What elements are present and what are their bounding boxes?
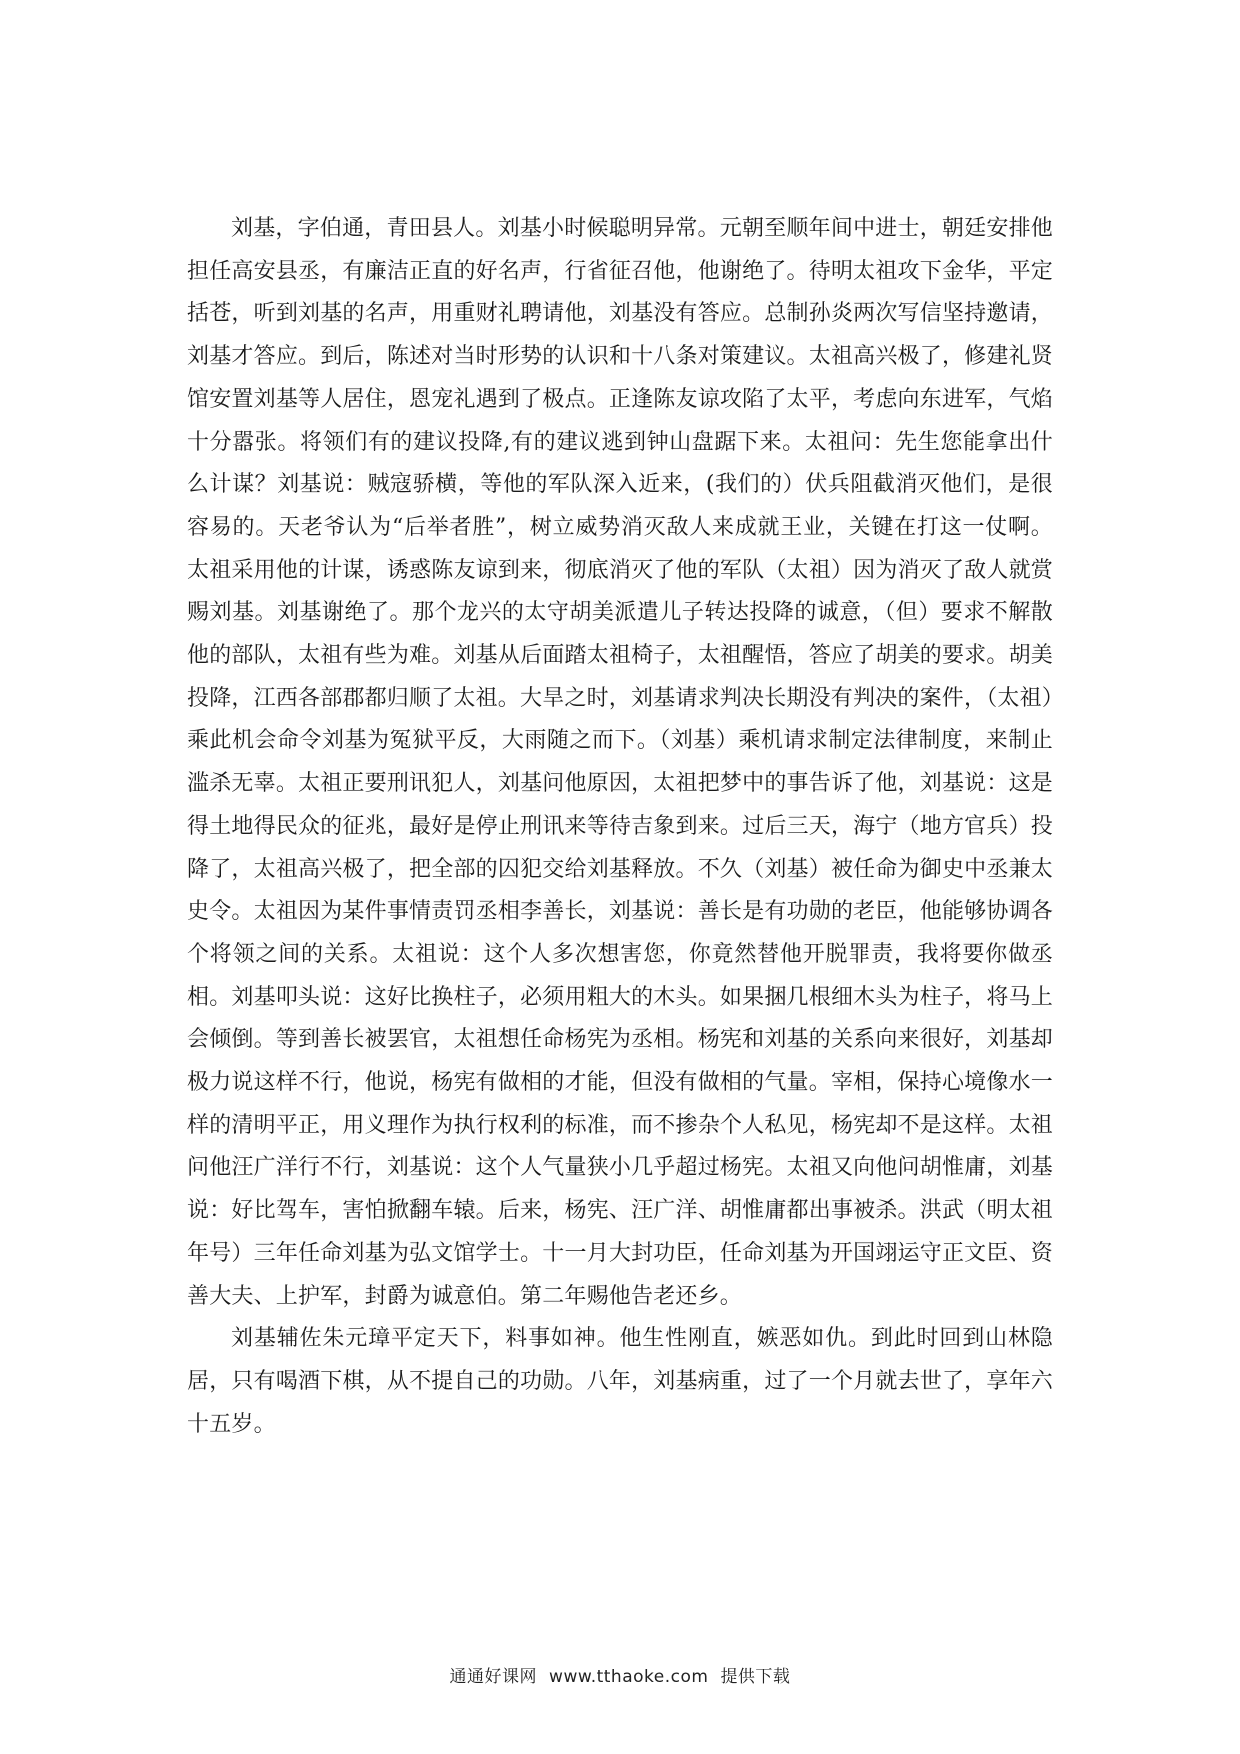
footer-url-link[interactable]: www.tthaoke.com	[549, 1667, 709, 1687]
footer-download-text: 提供下载	[720, 1667, 791, 1687]
footer-site-name: 通通好课网	[449, 1667, 538, 1687]
document-body	[187, 208, 1053, 1446]
paragraph-biography: 刘基，字伯通，青田县人。刘基小时候聪明异常。元朝至顺年间中进士，朝廷安排他担任高安县丞，有廉洁正直的好名声，行省征召他，他谢绝了。待明太祖攻下金华，平定括苍，听到刘基的名声，用重财礼聘请他，刘基没有答应。总制孙炎两次写信坚持邀请，刘基才答应。到后，陈述对当时形势的认识和十八条对策建议。太祖高兴极了，修建礼贤馆安置刘基等人居住，恩宠礼遇到了极点。正逢陈友谅攻陷了太平，考虑向东进军，气焰十分嚣张。将领们有的建议投降,有的建议逃到钟山盘踞下来。太祖问：先生您能拿出什么计谋？刘基说：贼寇骄横，等他的军队深入近来，(我们的）伏兵阻截消灭他们，是很容易的。天老爷认为“后举者胜”，树立威势消灭敌人来成就王业，关键在打这一仗啊。太祖采用他的计谋，诱惑陈友谅到来，彻底消灭了他的军队（太祖）因为消灭了敌人就赏赐刘基。刘基谢绝了。那个龙兴的太守胡美派遣儿子转达投降的诚意，（但）要求不解散他的部队，太祖有些为难。刘基从后面踏太祖椅子，太祖醒悟，答应了胡美的要求。胡美投降，江西各部郡都归顺了太祖。大旱之时，刘基请求判决长期没有判决的案件，（太祖）乘此机会命令刘基为冤狱平反，大雨随之而下。（刘基）乘机请求制定法律制度，来制止滥杀无辜。太祖正要刑讯犯人，刘基问他原因，太祖把梦中的事告诉了他，刘基说：这是得土地得民众的征兆，最好是停止刑讯来等待吉象到来。过后三天，海宁（地方官兵）投降了，太祖高兴极了，把全部的囚犯交给刘基释放。不久（刘基）被任命为御史中丞兼太史令。太祖因为某件事情责罚丞相李善长，刘基说：善长是有功勋的老臣，他能够协调各个将领之间的关系。太祖说：这个人多次想害您，你竟然替他开脱罪责，我将要你做丞相。刘基叩头说：这好比换柱子，必须用粗大的木头。如果捆几根细木头为柱子，将马上会倾倒。等到善长被罢官，太祖想任命杨宪为丞相。杨宪和刘基的关系向来很好，刘基却极力说这样不行，他说，杨宪有做相的才能，但没有做相的气量。宰相，保持心境像水一样的清明平正，用义理作为执行权利的标准，而不掺杂个人私见，杨宪却不是这样。太祖问他汪广洋行不行，刘基说：这个人气量狭小几乎超过杨宪。太祖又向他问胡惟庸，刘基说：好比驾车，害怕掀翻车辕。后来，杨宪、汪广洋、胡惟庸都出事被杀。洪武（明太祖年号）三年任命刘基为弘文馆学士。十一月大封功臣，任命刘基为开国翊运守正文臣、资善大夫、上护军，封爵为诚意伯。第二年赐他告老还乡。	[187, 216, 1054, 1309]
paragraph-later-life: 刘基辅佐朱元璋平定天下，料事如神。他生性刚直，嫉恶如仇。到此时回到山林隐居，只有喝酒下棋，从不提自己的功勋。八年，刘基病重，过了一个月就去世了，享年六十五岁。	[187, 1326, 1053, 1437]
page-footer	[0, 1662, 1240, 1687]
